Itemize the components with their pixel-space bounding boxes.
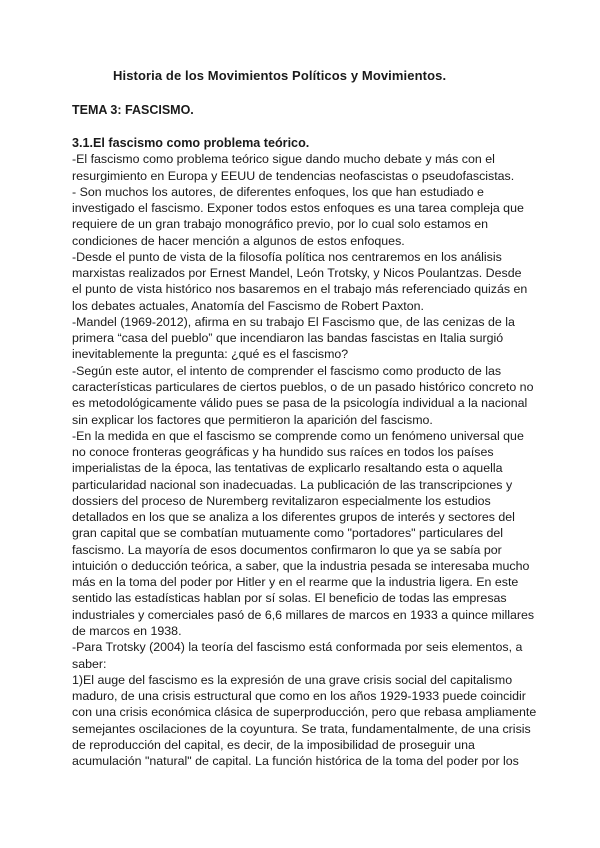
text-line: imperialistas de la época, las tentativas de explicarlo resaltando esta o aquella [72,461,503,476]
text-line: fascismo. La mayoría de esos documentos confirmaron lo que ya se sabía por [72,542,502,557]
text-line: investigado el fascismo. Exponer todos estos enfoques es una tarea compleja que [72,201,524,216]
document-title: Historia de los Movimientos Políticos y Movimientos. [113,68,447,83]
text-line: de marcos en 1938. [72,623,182,638]
text-line: marxistas realizados por Ernest Mandel, León Trotsky, y Nicos Poulantzas. Desde [72,266,522,281]
text-line: maduro, de una crisis estructural que como en los años 1929-1933 puede coincidir [72,689,526,704]
text-line: resurgimiento en Europa y EEUU de tendencias neofascistas o pseudofascistas. [72,168,515,183]
text-line: particularidad nacional son inadecuadas. La publicación de las transcripciones y [72,477,513,492]
text-line: semejantes oscilaciones de la coyuntura. Se trata, fundamentalmente, de una crisis [72,721,531,736]
text-line: los debates actuales, Anatomía del Fascismo de Robert Paxton. [72,298,424,313]
text-line: dossiers del proceso de Nuremberg revitalizaron especialmente los estudios [72,493,491,508]
text-line: no conoce fronteras geográficas y ha hundido sus raíces en todos los países [72,445,494,460]
text-line: -En la medida en que el fascismo se comprende como un fenómeno universal que [72,428,524,443]
text-line: intuición o deducción teórica, a saber, que la industria pesada se interesaba mucho [72,558,530,573]
text-line: saber: [72,656,107,671]
text-line: inevitablemente la pregunta: ¿qué es el fascismo? [72,347,349,362]
text-line: con una crisis económica clásica de superproducción, pero que rebasa ampliamente [72,705,537,720]
text-line: industriales y comerciales pasó de 6,6 millares de marcos en 1933 a quince millares [72,607,535,622]
text-line: de reproducción del capital, es decir, de la imposibilidad de proseguir una [72,737,475,752]
document-body [72,135,552,769]
text-line: -El fascismo como problema teórico sigue dando mucho debate y más con el [72,152,495,167]
text-line: características particulares de ciertos pueblos, o de un pasado histórico concreto no [72,379,534,394]
text-line: requiere de un gran trabajo monográfico previo, por lo cual solo estamos en [72,217,489,232]
text-line: detallados en los que se analiza a los diferentes grupos de interés y sectores del [72,510,515,525]
text-line: el punto de vista histórico nos basaremos en el trabajo más referenciado quizás en [72,282,528,297]
text-line: -Desde el punto de vista de la filosofía política nos centraremos en los análisis [72,249,502,264]
text-line: condiciones de hacer mención a algunos de estos enfoques. [72,233,405,248]
text-line: -Mandel (1969-2012), afirma en su trabajo El Fascismo que, de las cenizas de la [72,314,515,329]
text-line: acumulación "natural" de capital. La función histórica de la toma del poder por los [72,754,519,769]
section-heading: 3.1.El fascismo como problema teórico. [72,136,310,150]
text-line: primera “casa del pueblo” que incendiaron las bandas fascistas en Italia surgió [72,331,504,346]
text-line: gran capital que se combatían mutuamente como "portadores" particulares del [72,526,504,541]
text-line: sentido las estadísticas hablan por sí solas. El beneficio de todas las empresas [72,591,507,606]
text-line: - Son muchos los autores, de diferentes enfoques, los que han estudiado e [72,184,484,199]
text-line: es metodológicamente válido pues se pasa de la psicología individual a la nacional [72,396,528,411]
topic-heading: TEMA 3: FASCISMO. [72,103,194,117]
text-line: -Según este autor, el intento de comprender el fascismo como producto de las [72,363,502,378]
text-line: sin explicar los factores que permitieron la aparición del fascismo. [72,412,433,427]
text-line: más en la toma del poder por Hitler y en el rearme que la industria ligera. En este [72,575,519,590]
text-line: -Para Trotsky (2004) la teoría del fascismo está conformada por seis elementos, a [72,640,523,655]
text-line: 1)El auge del fascismo es la expresión de una grave crisis social del capitalismo [72,672,513,687]
